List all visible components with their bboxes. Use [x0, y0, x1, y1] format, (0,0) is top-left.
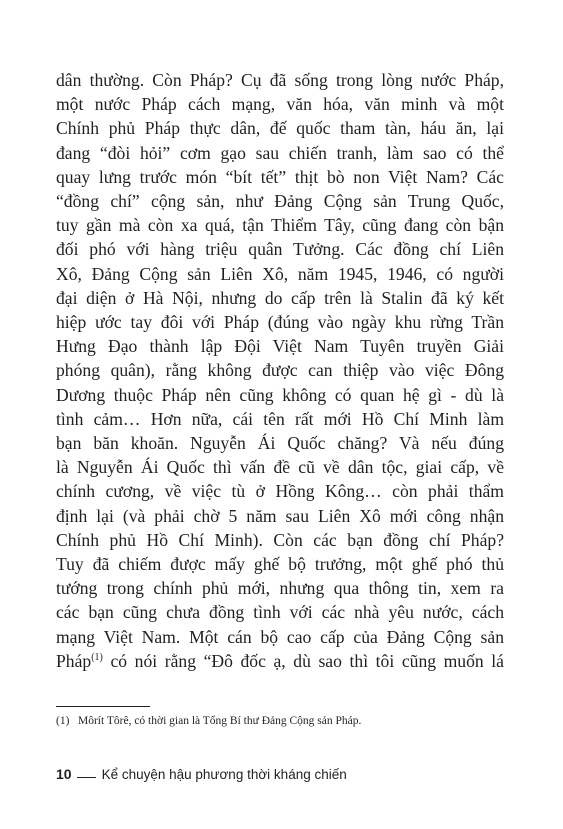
body-line: Dương thuộc Pháp nên cũng không có quan hệ gì - dù là — [56, 384, 504, 405]
body-line: bạn băn khoăn. Nguyễn Ái Quốc chăng? Và nếu đúng — [56, 433, 504, 454]
page-number: 10 — [56, 766, 72, 782]
body-line: tuy gần mà còn xa quá, tận Thiểm Tây, cũng đang còn bận — [56, 215, 504, 236]
body-line-end: có nói rằng “Đô đốc ạ, dù sao thì tôi cũng muốn lá — [102, 650, 504, 671]
body-line: đại diện ở Hà Nội, nhưng do cấp trên là Stalin đã ký kết — [56, 287, 504, 308]
body-line: tình cảm… Hơn nữa, cái tên rất mới Hồ Chí Minh làm — [56, 408, 504, 429]
footnote-text: Môrít Tôrê, có thời gian là Tổng Bí thư Đảng Cộng sản Pháp. — [78, 715, 362, 727]
body-line: Xô, Đảng Cộng sản Liên Xô, năm 1945, 1946, có người — [56, 263, 504, 284]
body-line: hiệp ước tay đôi với Pháp (đúng vào ngày khu rừng Trần — [56, 312, 504, 333]
body-line: là Nguyễn Ái Quốc thì vấn đề cũ về dân tộc, giai cấp, về — [56, 457, 504, 478]
footnote-marker: (1) — [56, 715, 70, 727]
body-line: phóng quân), rằng không được can thiệp vào việc Đông — [56, 360, 504, 381]
body-line-start: Pháp — [56, 650, 92, 671]
body-line: tướng trong chính phủ mới, nhưng qua thông tin, xem ra — [56, 578, 504, 599]
body-line: Chính phủ Hồ Chí Minh). Còn các bạn đồng chí Pháp? — [56, 529, 504, 550]
footnote — [56, 714, 504, 728]
body-text — [56, 68, 504, 673]
running-book-title: Kể chuyện hậu phương thời kháng chiến — [101, 766, 347, 782]
body-line: chính cương, về việc tù ở Hồng Kông… còn phải thẩm — [56, 481, 504, 502]
body-line: Chính phủ Pháp thực dân, đế quốc tham tàn, háu ăn, lại — [56, 118, 504, 139]
body-line: mạng Việt Nam. Một cán bộ cao cấp của Đảng Cộng sản — [56, 626, 504, 647]
body-line: đối phó với hàng triệu quân Tưởng. Các đồng chí Liên — [56, 239, 504, 260]
footnote-divider — [56, 706, 150, 707]
body-line: Hưng Đạo thành lập Đội Việt Nam Tuyên truyền Giải — [56, 336, 504, 357]
body-line: đang “đòi hỏi” cơm gạo sau chiến tranh, làm sao có thể — [56, 142, 504, 163]
body-line-with-footnote-ref — [56, 649, 504, 673]
body-line: dân thường. Còn Pháp? Cụ đã sống trong lòng nước Pháp, — [56, 70, 504, 90]
body-line: quay lưng trước món “bít tết” thịt bò non Việt Nam? Các — [56, 166, 504, 187]
footer-dash-divider — [77, 777, 96, 778]
body-line: “đồng chí” cộng sản, như Đảng Cộng sản Trung Quốc, — [56, 191, 504, 212]
body-line: định lại (và phải chờ 5 năm sau Liên Xô mới công nhận — [56, 505, 504, 526]
body-line: một nước Pháp cách mạng, văn hóa, văn minh và một — [56, 94, 504, 115]
footnote-reference[interactable]: (1) — [91, 652, 103, 664]
body-line: các bạn cũng chưa đồng tình với các nhà yêu nước, cách — [56, 602, 504, 623]
body-line: Tuy đã chiếm được mấy ghế bộ trưởng, một ghế phó thủ — [56, 554, 504, 575]
page-footer — [56, 764, 347, 784]
